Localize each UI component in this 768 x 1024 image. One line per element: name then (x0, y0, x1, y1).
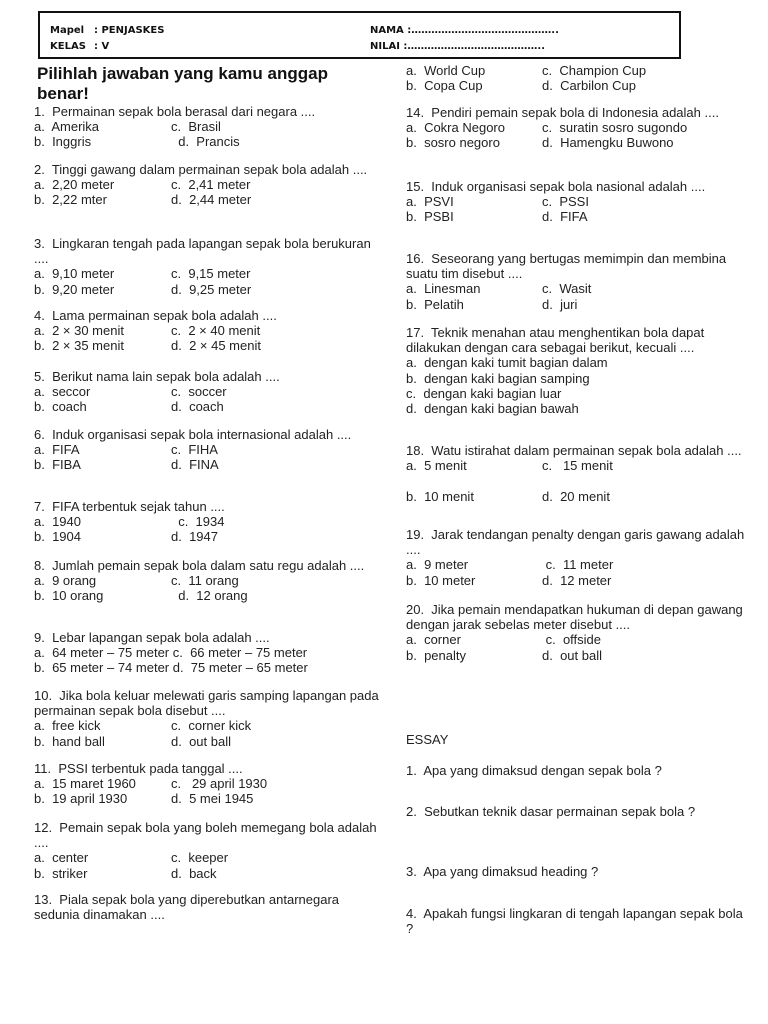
answer-option: c. dengan kaki bagian luar (406, 385, 562, 401)
answer-row (34, 399, 379, 414)
answer-option: c. 2 × 40 menit (171, 323, 261, 339)
answer-row (34, 791, 379, 806)
answer-option: c. soccer (171, 384, 227, 400)
essay-question: 3. Apa yang dimaksud heading ? (406, 864, 599, 879)
question-stem: 6. Induk organisasi sepak bola internasional adalah .... (34, 427, 352, 442)
header-box (38, 11, 681, 59)
answer-option: a. dengan kaki tumit bagian dalam (406, 355, 608, 371)
answer-option: c. 11 orang (171, 573, 239, 589)
answer-option: d. out ball (542, 647, 602, 663)
answer-row (406, 489, 746, 504)
answer-option: b. striker (34, 865, 88, 881)
answer-option: d. 9,25 meter (171, 281, 252, 297)
answer-row (34, 134, 379, 149)
nama-field: NAMA :…………………………………….. (370, 25, 559, 36)
answer-option: d. 2 × 45 menit (171, 338, 261, 354)
question-item (34, 820, 379, 881)
answer-row (34, 573, 379, 588)
mapel-label: Mapel (50, 25, 85, 36)
question-item (406, 105, 746, 151)
page-title: Pilihlah jawaban yang kamu anggap benar! (37, 64, 328, 103)
answer-row (34, 384, 379, 399)
answer-row (34, 442, 379, 457)
answer-row (406, 297, 746, 312)
kelas-value: : V (94, 41, 110, 52)
question-stem: 8. Jumlah pemain sepak bola dalam satu regu adalah .... (34, 558, 365, 573)
question-stem: 13. Piala sepak bola yang diperebutkan antarnegara sedunia dinamakan .... (34, 892, 343, 923)
answer-option: d. 12 orang (171, 588, 248, 604)
answer-option: a. 64 meter – 75 meter c. 66 meter – 75 meter (34, 645, 308, 661)
question-stem: 7. FIFA terbentuk sejak tahun .... (34, 499, 225, 514)
answer-option: b. PSBI (406, 209, 454, 225)
answer-row (34, 282, 379, 297)
essay-question: 4. Apakah fungsi lingkaran di tengah lapangan sepak bola ? (406, 906, 747, 937)
answer-row (34, 734, 379, 749)
answer-option: b. 2,22 mter (34, 192, 107, 208)
question-item (406, 251, 746, 312)
answer-row (406, 401, 746, 416)
answer-option: d. Carbilon Cup (542, 78, 636, 94)
question-item (406, 443, 746, 504)
answer-option: d. coach (171, 399, 224, 415)
answer-row (34, 192, 379, 207)
answer-option: b. sosro negoro (406, 135, 500, 151)
answer-option: a. center (34, 850, 89, 866)
answer-row (34, 514, 379, 529)
answer-option: c. keeper (171, 850, 229, 866)
question-stem: 9. Lebar lapangan sepak bola adalah .... (34, 630, 270, 645)
answer-option: d. 20 menit (542, 488, 610, 504)
answer-option: a. 2,20 meter (34, 177, 115, 193)
question-stem: 2. Tinggi gawang dalam permainan sepak bola adalah .... (34, 162, 368, 177)
answer-row (406, 371, 746, 386)
answer-option: a. seccor (34, 384, 91, 400)
question-stem: 12. Pemain sepak bola yang boleh memegang bola adalah .... (34, 820, 381, 851)
answer-row (406, 632, 746, 647)
essay-question: 2. Sebutkan teknik dasar permainan sepak bola ? (406, 804, 696, 819)
essay-heading: ESSAY (406, 732, 449, 747)
question-stem: 1. Permainan sepak bola berasal dari negara .... (34, 104, 316, 119)
question-stem: 18. Watu istirahat dalam permainan sepak bola adalah .... (406, 443, 742, 458)
question-item (34, 427, 379, 473)
answer-row (406, 458, 746, 473)
essay-question: 1. Apa yang dimaksud dengan sepak bola ? (406, 763, 662, 778)
answer-option: b. 10 meter (406, 572, 476, 588)
answer-option: a. free kick (34, 718, 101, 734)
answer-option: b. FIBA (34, 457, 81, 473)
nilai-field: NILAI :………………………………….. (370, 41, 545, 52)
answer-option: a. 9 meter (406, 557, 469, 573)
answer-row (34, 119, 379, 134)
answer-option: b. Inggris (34, 134, 92, 150)
answer-option: d. 2,44 meter (171, 192, 252, 208)
answer-option: b. 10 menit (406, 488, 474, 504)
kelas-label: KELAS (50, 41, 86, 52)
question-item (34, 104, 379, 150)
answer-option: d. FIFA (542, 209, 588, 225)
answer-option: a. 2 × 30 menit (34, 323, 124, 339)
question-item (34, 558, 379, 604)
mapel-line (50, 25, 164, 36)
answer-row (406, 209, 746, 224)
answer-option: b. 1904 (34, 529, 81, 545)
question-stem: 14. Pendiri pemain sepak bola di Indonesia adalah .... (406, 105, 719, 120)
answer-row (406, 120, 746, 135)
mapel-value: : PENJASKES (94, 25, 165, 36)
answer-option: d. 12 meter (542, 572, 612, 588)
answer-row (34, 776, 379, 791)
answer-row (406, 78, 746, 93)
answer-option: b. hand ball (34, 733, 105, 749)
answer-row (34, 866, 379, 881)
answer-row (406, 557, 746, 572)
answer-option: a. Cokra Negoro (406, 120, 505, 136)
answer-option: c. Champion Cup (542, 63, 647, 78)
answer-option: a. 1940 (34, 514, 81, 530)
question-stem: 3. Lingkaran tengah pada lapangan sepak bola berukuran .... (34, 236, 375, 267)
question-item (406, 63, 746, 93)
answer-option: c. Wasit (542, 281, 592, 297)
question-stem: 10. Jika bola keluar melewati garis samping lapangan pada permainan sepak bola disebut .... (34, 688, 383, 719)
answer-row (34, 588, 379, 603)
answer-option: c. suratin sosro sugondo (542, 120, 688, 136)
answer-option: b. 10 orang (34, 588, 104, 604)
answer-option: d. dengan kaki bagian bawah (406, 401, 579, 417)
answer-row (406, 386, 746, 401)
answer-row (34, 323, 379, 338)
answer-row (406, 63, 746, 78)
answer-option: b. 9,20 meter (34, 281, 115, 297)
question-item (406, 527, 746, 588)
answer-option: c. corner kick (171, 718, 252, 734)
question-stem: 17. Teknik menahan atau menghentikan bola dapat dilakukan dengan cara sebagai berikut, kecuali .... (406, 325, 708, 356)
answer-row (34, 177, 379, 192)
answer-row (34, 266, 379, 281)
answer-option: a. PSVI (406, 194, 454, 210)
answer-row (34, 718, 379, 733)
question-item (34, 162, 379, 208)
answer-option: d. FINA (171, 457, 219, 473)
question-item (34, 688, 383, 749)
answer-option: d. out ball (171, 733, 231, 749)
answer-option: c. PSSI (542, 194, 589, 210)
answer-row (406, 135, 746, 150)
answer-row (406, 648, 746, 663)
answer-option: d. Prancis (171, 134, 240, 150)
answer-option: c. offside (542, 632, 602, 648)
answer-option: a. 9 orang (34, 573, 97, 589)
question-stem: 16. Seseorang yang bertugas memimpin dan membina suatu tim disebut .... (406, 251, 730, 282)
answer-option: b. 2 × 35 menit (34, 338, 124, 354)
answer-option: d. Hamengku Buwono (542, 135, 674, 151)
question-stem: 4. Lama permainan sepak bola adalah .... (34, 308, 277, 323)
answer-row (34, 457, 379, 472)
answer-option: b. penalty (406, 647, 466, 663)
answer-option: c. 1934 (171, 514, 225, 530)
question-item (406, 179, 746, 225)
answer-option: c. Brasil (171, 119, 221, 135)
question-item (34, 308, 379, 354)
answer-option: a. World Cup (406, 63, 486, 78)
answer-option: a. corner (406, 632, 461, 648)
answer-option: a. Linesman (406, 281, 481, 297)
question-item (34, 892, 379, 922)
answer-option: a. 9,10 meter (34, 266, 115, 282)
answer-option: b. 19 april 1930 (34, 791, 128, 807)
answer-row (34, 645, 379, 660)
question-item (34, 499, 379, 545)
answer-option: d. back (171, 865, 217, 881)
answer-option: d. juri (542, 296, 578, 312)
answer-option: b. 65 meter – 74 meter d. 75 meter – 65 meter (34, 660, 308, 676)
answer-row (34, 660, 379, 675)
answer-option: d. 1947 (171, 529, 218, 545)
answer-row (34, 529, 379, 544)
answer-option: a. Amerika (34, 119, 100, 135)
answer-option (406, 473, 410, 488)
answer-option: a. 15 maret 1960 (34, 776, 136, 792)
answer-option: b. Pelatih (406, 296, 464, 312)
question-item (406, 602, 746, 663)
answer-option: c. 29 april 1930 (171, 776, 268, 792)
question-stem: 11. PSSI terbentuk pada tanggal .... (34, 761, 243, 776)
answer-option: a. FIFA (34, 442, 80, 458)
answer-option: b. dengan kaki bagian samping (406, 370, 590, 386)
kelas-line (50, 41, 109, 52)
answer-option: c. FIHA (171, 442, 218, 458)
question-item (406, 325, 746, 416)
question-stem: 20. Jika pemain mendapatkan hukuman di depan gawang dengan jarak sebelas meter disebut .... (406, 602, 747, 633)
question-item (34, 630, 379, 676)
answer-option: c. 9,15 meter (171, 266, 251, 282)
question-item (34, 369, 379, 415)
answer-row (406, 473, 746, 488)
question-item (34, 761, 379, 807)
answer-row (406, 194, 746, 209)
answer-option: d. 5 mei 1945 (171, 791, 254, 807)
question-item (34, 236, 379, 297)
answer-option: c. 11 meter (542, 557, 614, 573)
question-stem: 19. Jarak tendangan penalty dengan garis gawang adalah .... (406, 527, 748, 558)
question-stem: 5. Berikut nama lain sepak bola adalah .... (34, 369, 280, 384)
answer-option: b. coach (34, 399, 87, 415)
answer-row (406, 573, 746, 588)
answer-row (34, 338, 379, 353)
answer-row (34, 850, 379, 865)
question-stem: 15. Induk organisasi sepak bola nasional adalah .... (406, 179, 706, 194)
answer-row (406, 355, 746, 370)
answer-row (406, 281, 746, 296)
answer-option: c. 2,41 meter (171, 177, 251, 193)
answer-option: a. 5 menit (406, 458, 467, 474)
answer-option: b. Copa Cup (406, 78, 483, 94)
answer-option: c. 15 menit (542, 458, 613, 474)
